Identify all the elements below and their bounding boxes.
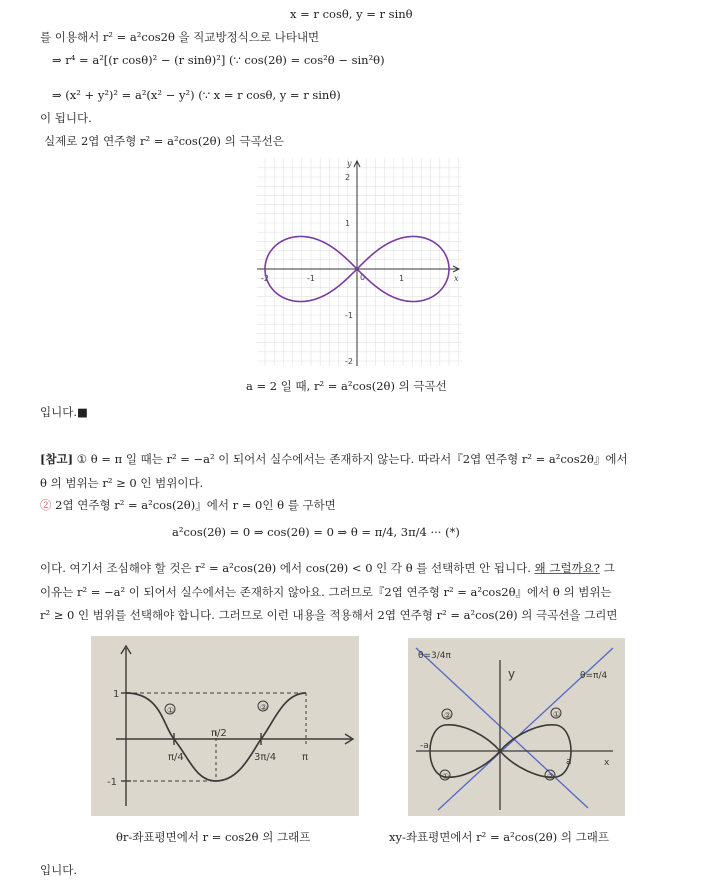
label-pi: π bbox=[302, 752, 309, 763]
x-tick-label: -1 bbox=[307, 274, 315, 283]
lemniscate-chart bbox=[257, 158, 462, 366]
label-c1-right: ① bbox=[553, 710, 561, 719]
y-tick-label: 2 bbox=[345, 173, 351, 182]
why-link[interactable]: 왜 그럴까요? bbox=[534, 561, 600, 575]
sketch1-caption: θr-좌표평면에서 r = cos2θ 의 그래프 bbox=[116, 830, 311, 844]
y-axis-label: y bbox=[347, 159, 352, 168]
theta-equation: a²cos(2θ) = 0 ⇒ cos(2θ) = 0 ⇒ θ = π/4, 3π/4 ··· (*) bbox=[172, 525, 460, 539]
label-c2-left: ② bbox=[444, 711, 452, 720]
select-range-line: r² ≥ 0 인 범위를 선택해야 합니다. 그러므로 이런 내용을 적용해서 2엽 연주형 r² = a²cos(2θ) 의 극곡선을 그리면 bbox=[40, 608, 618, 622]
note-label: [참고] bbox=[40, 452, 74, 466]
line-result: 이 됩니다. bbox=[40, 111, 92, 125]
origin-label: 0 bbox=[360, 273, 366, 282]
note-1-text: ① θ = π 일 때는 r² = −a² 이 되어서 실수에서는 존재하지 않는다. 따라서『2엽 연주형 r² = a²cos2θ』에서 bbox=[73, 452, 628, 466]
note-1-range: θ 의 범위는 r² ≥ 0 인 범위이다. bbox=[40, 476, 204, 490]
label-x: x bbox=[604, 758, 610, 768]
x-tick-label: -2 bbox=[261, 274, 269, 283]
line-polar-curve: 실제로 2엽 연주형 r² = a²cos(2θ) 의 극곡선은 bbox=[44, 134, 284, 148]
caution-line bbox=[40, 560, 615, 576]
caution-text: 이다. 여기서 조심해야 할 것은 r² = a²cos(2θ) 에서 cos(2θ) < 0 인 각 θ 를 선택하면 안 됩니다. bbox=[40, 561, 535, 575]
caution-tail: 그 bbox=[599, 561, 615, 575]
note-1 bbox=[40, 451, 628, 467]
label-c1: ① bbox=[167, 706, 175, 715]
sketch-paper bbox=[91, 636, 359, 816]
label-one: 1 bbox=[113, 689, 120, 700]
label-neg-one: -1 bbox=[107, 777, 117, 788]
label-c2-right: ② bbox=[547, 772, 555, 781]
label-neg-a: -a bbox=[420, 741, 429, 751]
label-y: y bbox=[508, 667, 516, 681]
circled-two-marker: ② bbox=[40, 498, 52, 512]
note-2-text: 2엽 연주형 r² = a²cos(2θ)』에서 r = 0인 θ 를 구하면 bbox=[51, 498, 336, 512]
y-tick-label: -1 bbox=[345, 311, 353, 320]
y-tick-label: -2 bbox=[345, 357, 353, 366]
final-line: 입니다. bbox=[40, 863, 77, 877]
line-xy-def: x = r cosθ, y = r sinθ bbox=[290, 7, 413, 21]
label-c2: ② bbox=[260, 703, 268, 712]
label-theta-pi4: θ=π/4 bbox=[580, 671, 608, 681]
line-intro: 를 이용해서 r² = a²cos2θ 을 직교방정식으로 나타내면 bbox=[40, 30, 320, 44]
label-c1-left: ① bbox=[442, 772, 450, 781]
label-pi4: π/4 bbox=[168, 752, 184, 763]
reason-line: 이유는 r² = −a² 이 되어서 실수에서는 존재하지 않아요. 그러므로『2엽 연주형 r² = a²cos2θ』에서 θ 의 범위는 bbox=[40, 585, 612, 599]
sketch2-caption: xy-좌표평면에서 r² = a²cos(2θ) 의 그래프 bbox=[389, 830, 609, 844]
y-tick-label: 1 bbox=[345, 219, 351, 228]
x-axis-label: x bbox=[454, 274, 459, 283]
hand-sketch-xy bbox=[408, 638, 625, 816]
hand-sketch-theta-r bbox=[91, 636, 359, 816]
x-tick-label: 1 bbox=[399, 274, 405, 283]
label-3pi4: 3π/4 bbox=[254, 752, 277, 763]
line-step1: ⇒ r⁴ = a²[(r cosθ)² − (r sinθ)²] (∵ cos(2θ) = cos²θ − sin²θ) bbox=[52, 53, 385, 67]
label-theta-3pi4: θ=3/4π bbox=[418, 651, 451, 661]
note-2 bbox=[40, 497, 336, 513]
chart-bg bbox=[257, 158, 462, 366]
line-step2: ⇒ (x² + y²)² = a²(x² − y²) (∵ x = r cosθ, y = r sinθ) bbox=[52, 88, 341, 102]
line-end: 입니다.■ bbox=[40, 405, 88, 419]
chart-caption: a = 2 일 때, r² = a²cos(2θ) 의 극곡선 bbox=[246, 379, 447, 393]
label-pi2: π/2 bbox=[211, 728, 227, 739]
label-a: a bbox=[566, 757, 572, 767]
